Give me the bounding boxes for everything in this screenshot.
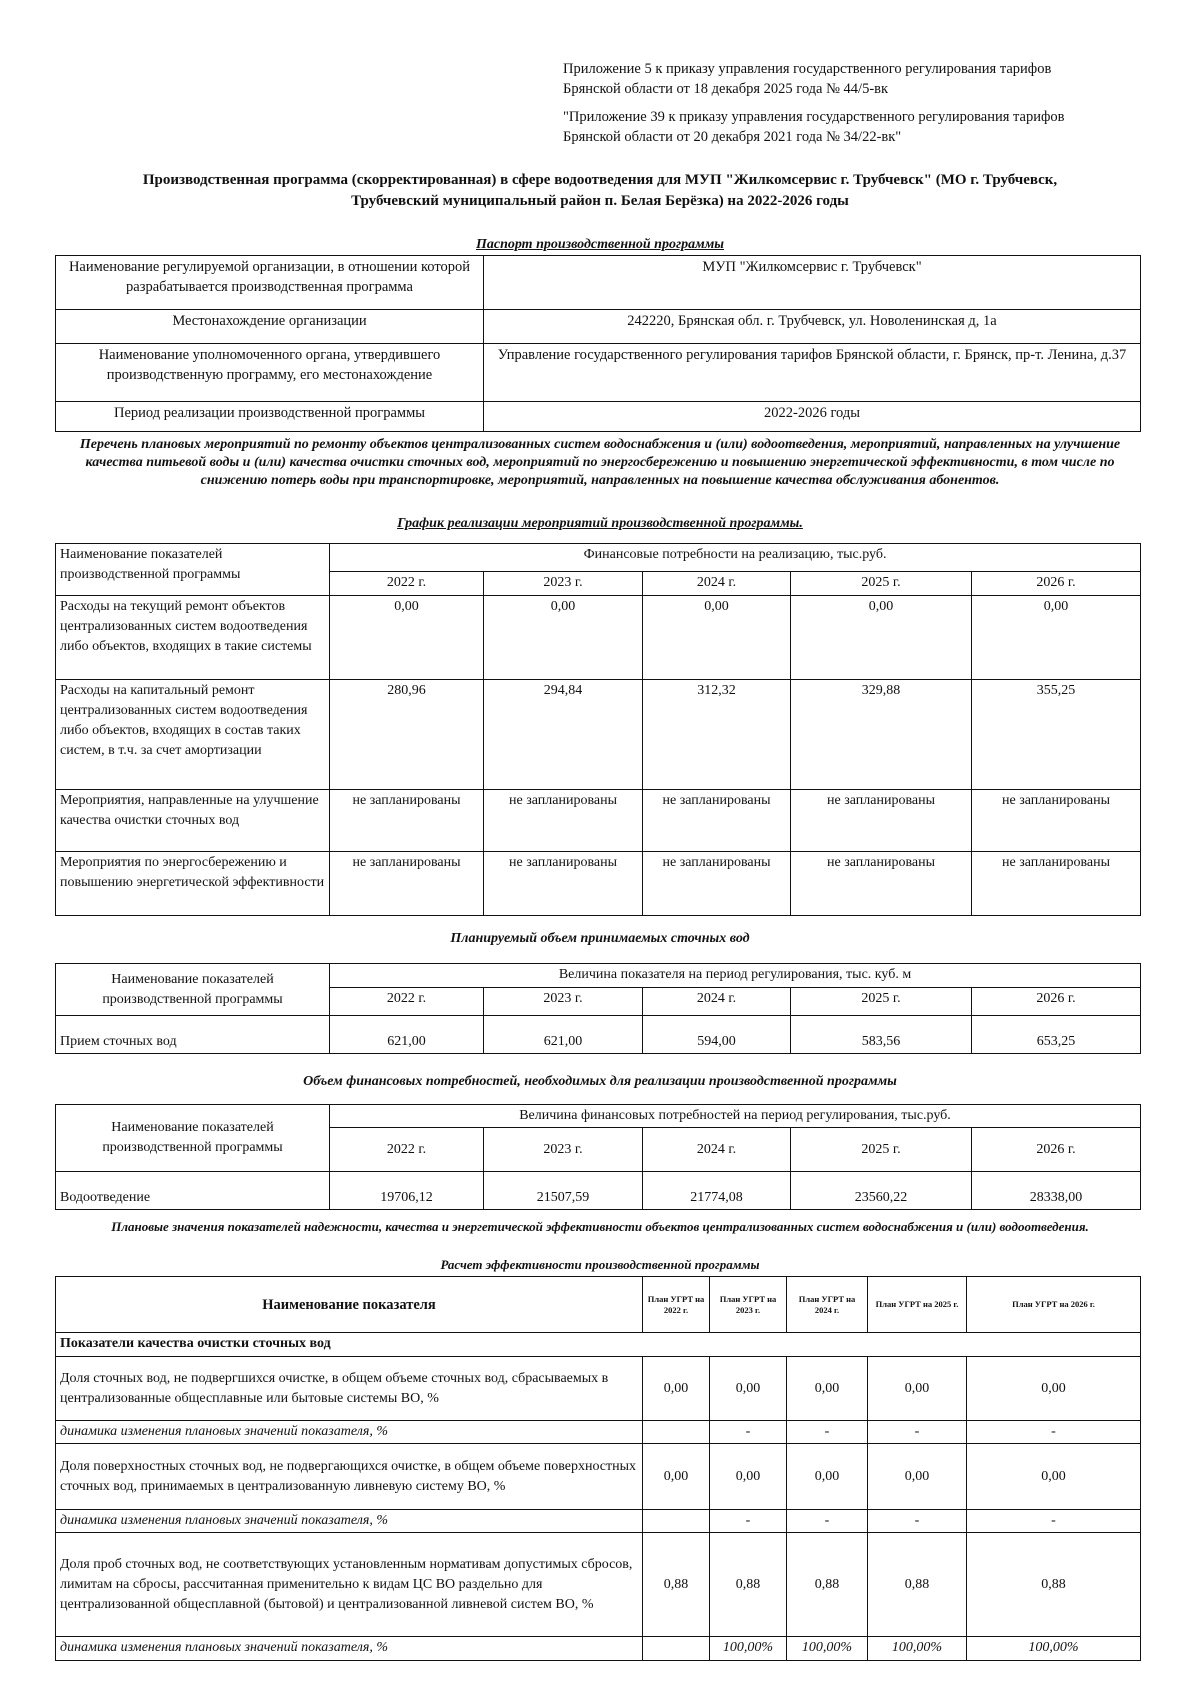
indicator-value: 0,00 <box>710 1357 787 1421</box>
finance-value: 19706,12 <box>330 1172 484 1210</box>
measure-value: 294,84 <box>484 680 643 790</box>
finance-col-name: Наименование показателей производственной программы <box>56 1105 330 1172</box>
indicator-dynamics-value: - <box>868 1421 967 1444</box>
indicator-value: 0,00 <box>967 1357 1141 1421</box>
year-header: 2023 г. <box>484 1128 643 1172</box>
indicator-value: 0,00 <box>787 1444 868 1510</box>
indicator-value: 0,00 <box>967 1444 1141 1510</box>
measure-value: не запланированы <box>972 790 1141 852</box>
measure-value: не запланированы <box>643 852 791 916</box>
measures-caption: Перечень плановых мероприятий по ремонту объектов централизованных систем водоснабжения и (или) водоотведения, мероприятий, направленных на улучшение качества питьевой воды и (или) качества очистки сточных вод, мероприятий по энергосбережению и повышению энергетической эффективности, в том числе по снижению потерь воды при транспортировке, мероприятий, направленных на повышение качества обслуживания абонентов. <box>79 437 1121 488</box>
finance-value: 28338,00 <box>972 1172 1141 1210</box>
passport-label: Период реализации производственной программы <box>56 402 484 432</box>
indicator-label: Доля сточных вод, не подвергшихся очистке, в общем объеме сточных вод, сбрасываемых в централизованные общесплавные или бытовые системы ВО, % <box>56 1357 643 1421</box>
measures-col-name: Наименование показателей производственной программы <box>56 544 330 596</box>
volume-value: 621,00 <box>330 1016 484 1054</box>
measure-value: не запланированы <box>484 852 643 916</box>
finance-table <box>55 1104 1141 1210</box>
indicators-table <box>55 1276 1141 1661</box>
year-header: 2023 г. <box>484 572 643 596</box>
passport-label: Местонахождение организации <box>56 310 484 344</box>
indicators-col-name: Наименование показателя <box>56 1277 643 1333</box>
volume-col-name: Наименование показателей производственной программы <box>56 964 330 1016</box>
year-header: 2024 г. <box>643 988 791 1016</box>
header-line: Приложение 5 к приказу управления государственного регулирования тарифов <box>563 61 1052 77</box>
measure-value: не запланированы <box>972 852 1141 916</box>
volume-value: 621,00 <box>484 1016 643 1054</box>
indicator-dynamics-value: - <box>967 1421 1141 1444</box>
indicator-dynamics-value: - <box>787 1510 868 1533</box>
measure-value: 0,00 <box>330 596 484 680</box>
passport-label: Наименование регулируемой организации, в отношении которой разрабатывается производственная программа <box>56 256 484 310</box>
measure-value: не запланированы <box>330 852 484 916</box>
measure-value: 312,32 <box>643 680 791 790</box>
measure-value: 280,96 <box>330 680 484 790</box>
indicator-value: 0,88 <box>710 1533 787 1637</box>
year-header: 2026 г. <box>972 1128 1141 1172</box>
plan-col-header: План УГРТ на 2026 г. <box>967 1277 1141 1333</box>
indicator-dynamics-value: - <box>787 1421 868 1444</box>
measure-value: не запланированы <box>643 790 791 852</box>
finance-value: 21507,59 <box>484 1172 643 1210</box>
indicator-dynamics-label: динамика изменения плановых значений показателя, % <box>56 1510 643 1533</box>
passport-label: Наименование уполномоченного органа, утвердившего производственную программу, его местонахождение <box>56 344 484 402</box>
measure-value: 0,00 <box>972 596 1141 680</box>
indicators-caption: Плановые значения показателей надежности, качества и энергетической эффективности объектов централизованных систем водоснабжения и (или) водоотведения. <box>111 1219 1089 1234</box>
plan-col-header: План УГРТ на 2024 г. <box>787 1277 868 1333</box>
indicator-dynamics-value: - <box>710 1421 787 1444</box>
indicator-label: Доля проб сточных вод, не соответствующих установленным нормативам допустимых сбросов, лимитам на сбросы, рассчитанная применительно к видам ЦС ВО раздельно для централизованной общесплавной (бытовой) и централизованной ливневой систем ВО, % <box>56 1533 643 1637</box>
indicators-section: Показатели качества очистки сточных вод <box>56 1333 1141 1357</box>
indicator-dynamics-value <box>643 1421 710 1444</box>
volume-caption: Планируемый объем принимаемых сточных вод <box>450 931 750 946</box>
indicator-dynamics-value: - <box>868 1510 967 1533</box>
measure-label: Мероприятия, направленные на улучшение качества очистки сточных вод <box>56 790 330 852</box>
year-header: 2026 г. <box>972 572 1141 596</box>
volume-label: Прием сточных вод <box>56 1016 330 1054</box>
indicator-dynamics-value: 100,00% <box>710 1637 787 1661</box>
finance-caption: Объем финансовых потребностей, необходимых для реализации производственной программы <box>303 1074 897 1089</box>
indicator-dynamics-value <box>643 1637 710 1661</box>
year-header: 2024 г. <box>643 572 791 596</box>
measure-value: не запланированы <box>484 790 643 852</box>
volume-col-group: Величина показателя на период регулирования, тыс. куб. м <box>330 964 1141 988</box>
volume-table <box>55 963 1141 1054</box>
plan-col-header: План УГРТ на 2023 г. <box>710 1277 787 1333</box>
year-header: 2022 г. <box>330 1128 484 1172</box>
year-header: 2022 г. <box>330 572 484 596</box>
indicator-dynamics-label: динамика изменения плановых значений показателя, % <box>56 1421 643 1444</box>
indicator-value: 0,88 <box>868 1533 967 1637</box>
indicator-dynamics-value: - <box>710 1510 787 1533</box>
indicator-value: 0,00 <box>643 1444 710 1510</box>
title-line: Производственная программа (скорректированная) в сфере водоотведения для МУП "Жилкомсервис г. Трубчевск" (МО г. Трубчевск, <box>142 172 1058 188</box>
indicator-dynamics-value: 100,00% <box>868 1637 967 1661</box>
measure-value: 0,00 <box>484 596 643 680</box>
volume-value: 583,56 <box>791 1016 972 1054</box>
measures-table <box>55 543 1141 916</box>
header-line: "Приложение 39 к приказу управления государственного регулирования тарифов <box>563 109 1065 125</box>
indicator-dynamics-value: 100,00% <box>967 1637 1141 1661</box>
indicator-dynamics-label: динамика изменения плановых значений показателя, % <box>56 1637 643 1661</box>
passport-caption: Паспорт производственной программы <box>475 237 725 252</box>
plan-col-header: План УГРТ на 2025 г. <box>868 1277 967 1333</box>
header-line: Брянской области от 18 декабря 2025 года № 44/5-вк <box>563 81 889 97</box>
finance-col-group: Величина финансовых потребностей на период регулирования, тыс.руб. <box>330 1105 1141 1128</box>
passport-value: Управление государственного регулирования тарифов Брянской области, г. Брянск, пр-т. Ленина, д.37 <box>484 344 1141 402</box>
header-line: Брянской области от 20 декабря 2021 года № 34/22-вк" <box>563 129 902 145</box>
volume-value: 594,00 <box>643 1016 791 1054</box>
finance-value: 23560,22 <box>791 1172 972 1210</box>
measure-value: 0,00 <box>643 596 791 680</box>
indicator-dynamics-value: 100,00% <box>787 1637 868 1661</box>
year-header: 2025 г. <box>791 572 972 596</box>
title-line: Трубчевский муниципальный район п. Белая Берёзка) на 2022-2026 годы <box>351 193 849 209</box>
indicator-value: 0,88 <box>967 1533 1141 1637</box>
measure-label: Мероприятия по энергосбережению и повышению энергетической эффективности <box>56 852 330 916</box>
indicator-value: 0,00 <box>868 1444 967 1510</box>
year-header: 2025 г. <box>791 988 972 1016</box>
measure-value: не запланированы <box>330 790 484 852</box>
year-header: 2025 г. <box>791 1128 972 1172</box>
measure-value: 355,25 <box>972 680 1141 790</box>
indicator-value: 0,00 <box>710 1444 787 1510</box>
passport-value: МУП "Жилкомсервис г. Трубчевск" <box>484 256 1141 310</box>
indicator-value: 0,00 <box>643 1357 710 1421</box>
measure-label: Расходы на капитальный ремонт централизованных систем водоотведения либо объектов, входящих в состав таких систем, в т.ч. за счет амортизации <box>56 680 330 790</box>
indicator-dynamics-value <box>643 1510 710 1533</box>
volume-value: 653,25 <box>972 1016 1141 1054</box>
indicator-dynamics-value: - <box>967 1510 1141 1533</box>
measure-value: 0,00 <box>791 596 972 680</box>
year-header: 2023 г. <box>484 988 643 1016</box>
indicators-subcaption: Расчет эффективности производственной программы <box>440 1257 760 1272</box>
indicator-value: 0,88 <box>787 1533 868 1637</box>
measure-value: не запланированы <box>791 852 972 916</box>
passport-table <box>55 255 1141 432</box>
indicator-value: 0,00 <box>787 1357 868 1421</box>
year-header: 2024 г. <box>643 1128 791 1172</box>
passport-value: 2022-2026 годы <box>484 402 1141 432</box>
passport-value: 242220, Брянская обл. г. Трубчевск, ул. Новоленинская д, 1а <box>484 310 1141 344</box>
year-header: 2022 г. <box>330 988 484 1016</box>
measures-col-group: Финансовые потребности на реализацию, тыс.руб. <box>330 544 1141 572</box>
indicator-value: 0,88 <box>643 1533 710 1637</box>
document-title <box>55 170 1145 212</box>
measures-subcaption: График реализации мероприятий производственной программы. <box>397 516 803 531</box>
measure-label: Расходы на текущий ремонт объектов централизованных систем водоотведения либо объектов, входящих в такие системы <box>56 596 330 680</box>
plan-col-header: План УГРТ на 2022 г. <box>643 1277 710 1333</box>
finance-value: 21774,08 <box>643 1172 791 1210</box>
finance-label: Водоотведение <box>56 1172 330 1210</box>
indicator-label: Доля поверхностных сточных вод, не подвергающихся очистке, в общем объеме поверхностных сточных вод, принимаемых в централизованную ливневую систему ВО, % <box>56 1444 643 1510</box>
measure-value: не запланированы <box>791 790 972 852</box>
measure-value: 329,88 <box>791 680 972 790</box>
year-header: 2026 г. <box>972 988 1141 1016</box>
indicator-value: 0,00 <box>868 1357 967 1421</box>
